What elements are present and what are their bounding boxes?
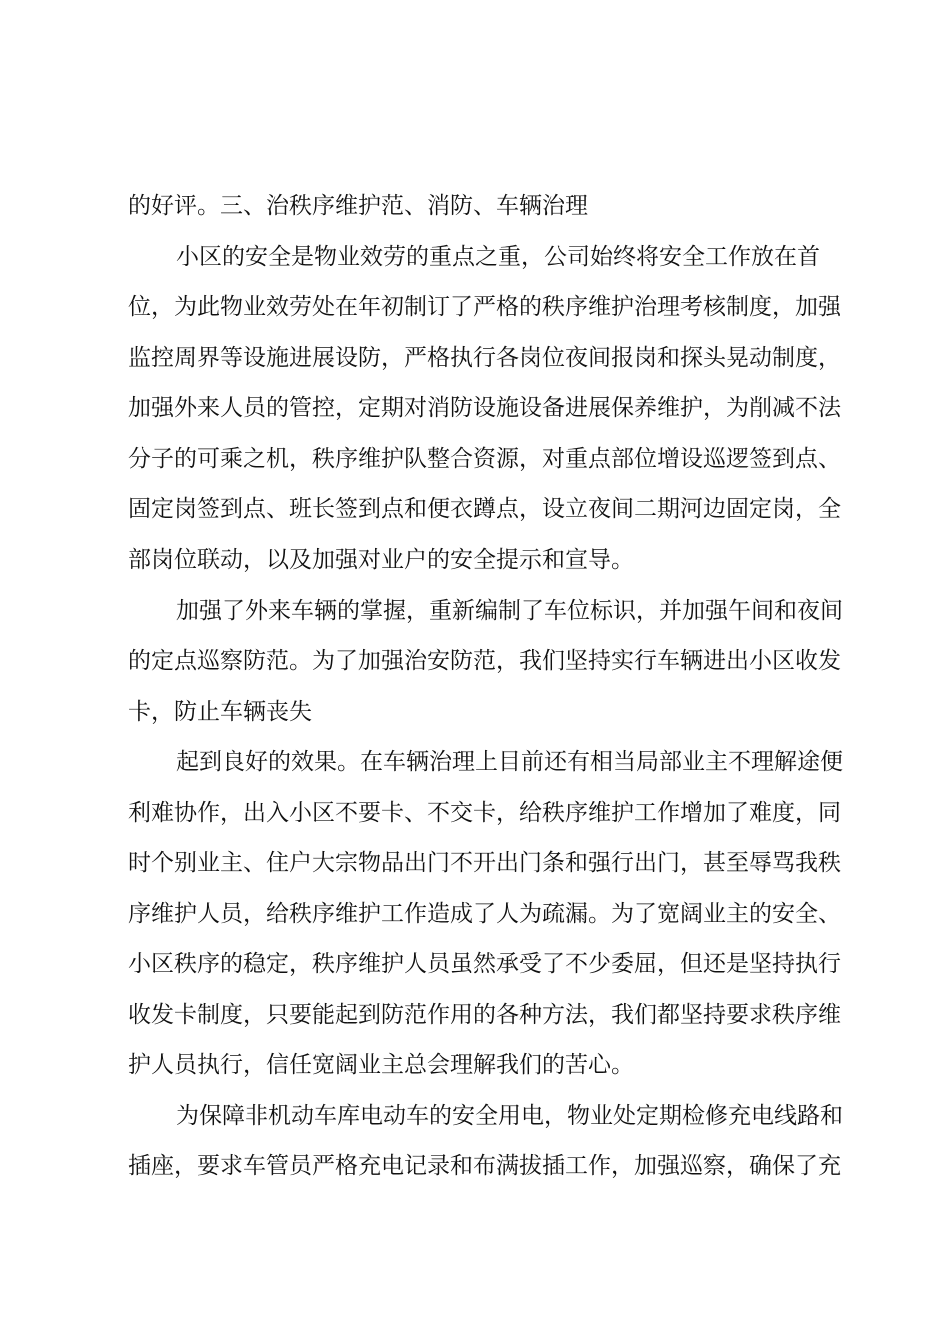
paragraph-line: 位，为此物业效劳处在年初制订了严格的秩序维护治理考核制度，加强	[128, 294, 841, 320]
paragraph-line: 的定点巡察防范。为了加强治安防范，我们坚持实行车辆进出小区收发	[128, 648, 841, 674]
paragraph-line: 为保障非机动车库电动车的安全用电，物业处定期检修充电线路和	[176, 1103, 843, 1129]
text-line: 的好评。三、治秩序维护范、消防、车辆治理	[128, 193, 588, 219]
paragraph-line: 固定岗签到点、班长签到点和便衣蹲点，设立夜间二期河边固定岗，全	[128, 496, 841, 522]
paragraph-line: 小区的安全是物业效劳的重点之重，公司始终将安全工作放在首	[176, 244, 820, 270]
paragraph-line: 部岗位联动，以及加强对业户的安全提示和宣导。	[128, 547, 634, 573]
paragraph-line: 护人员执行，信任宽阔业主总会理解我们的苦心。	[128, 1052, 634, 1078]
paragraph-line: 加强外来人员的管控，定期对消防设施设备进展保养维护，为削减不法	[128, 395, 841, 421]
paragraph-line: 利难协作，出入小区不要卡、不交卡，给秩序维护工作增加了难度，同	[128, 800, 841, 826]
paragraph-line: 分子的可乘之机，秩序维护队整合资源，对重点部位增设巡逻签到点、	[128, 446, 841, 472]
paragraph-line: 卡，防止车辆丧失	[128, 699, 312, 725]
paragraph-line: 加强了外来车辆的掌握，重新编制了车位标识，并加强午间和夜间	[176, 598, 843, 624]
paragraph-line: 小区秩序的稳定，秩序维护人员虽然承受了不少委屈，但还是坚持执行	[128, 951, 841, 977]
paragraph-line: 起到良好的效果。在车辆治理上目前还有相当局部业主不理解途便	[176, 749, 843, 775]
paragraph-line: 插座，要求车管员严格充电记录和布满拔插工作，加强巡察，确保了充	[128, 1153, 841, 1179]
paragraph-line: 收发卡制度，只要能起到防范作用的各种方法，我们都坚持要求秩序维	[128, 1002, 841, 1028]
paragraph-line: 序维护人员，给秩序维护工作造成了人为疏漏。为了宽阔业主的安全、	[128, 901, 841, 927]
paragraph-line: 监控周界等设施进展设防，严格执行各岗位夜间报岗和探头晃动制度，	[128, 345, 841, 371]
paragraph-line: 时个别业主、住户大宗物品出门不开出门条和强行出门，甚至辱骂我秩	[128, 850, 841, 876]
